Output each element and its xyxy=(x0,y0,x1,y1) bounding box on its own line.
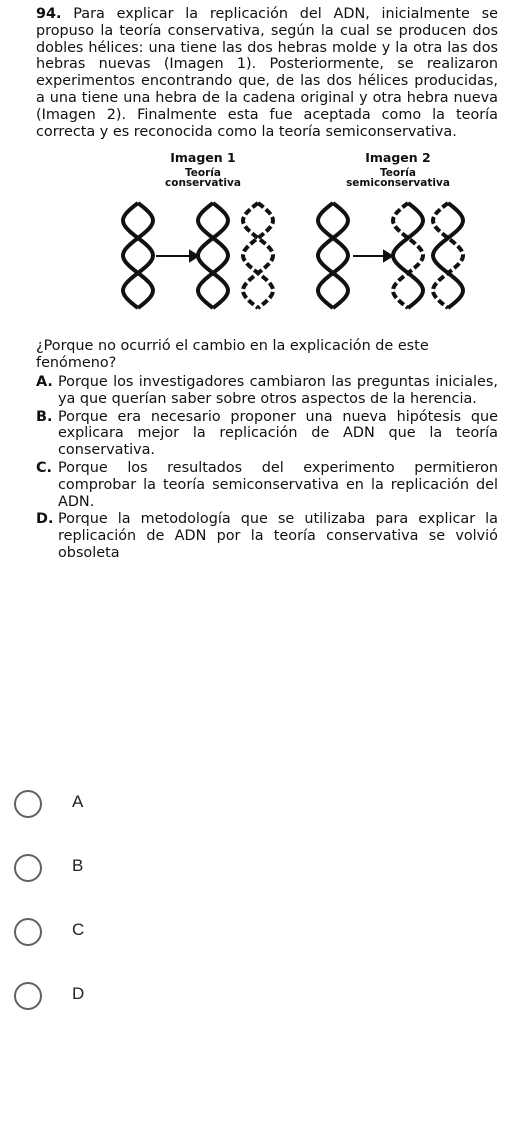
question-number: 94. xyxy=(36,6,62,22)
choice-label[interactable]: C xyxy=(72,920,85,939)
option-text: Porque los resultados del experimento permitieron comprobar la teoría semiconservativa en la replicación del ADN. xyxy=(58,459,498,510)
option-text: Porque era necesario proponer una nueva hipótesis que explicara mejor la replicación de ADN que la teoría conservativa. xyxy=(58,408,498,459)
radio-button-d[interactable] xyxy=(14,982,42,1010)
image1-title: Imagen 1 xyxy=(170,150,236,166)
option-c xyxy=(36,460,498,510)
answer-choices xyxy=(0,790,515,1046)
option-text: Porque la metodología que se utilizaba para explicar la replicación de ADN por la teoría conservativa se volvió obsoleta xyxy=(58,511,498,561)
option-key: B. xyxy=(36,408,53,425)
radio-button-c[interactable] xyxy=(14,918,42,946)
image1-subtitle-line2: conservativa xyxy=(165,177,241,190)
option-b xyxy=(36,409,498,459)
option-text: Porque los investigadores cambiaron las preguntas iniciales, ya que querían saber sobre otros aspectos de la herencia. xyxy=(58,373,498,407)
arrow-conservative xyxy=(156,251,198,261)
helix-diagram xyxy=(108,148,468,328)
choice-label[interactable]: D xyxy=(72,984,85,1003)
option-key: D. xyxy=(36,511,54,528)
choice-c[interactable] xyxy=(0,918,515,982)
option-a xyxy=(36,374,498,408)
radio-button-a[interactable] xyxy=(14,790,42,818)
dna-replication-figure xyxy=(108,148,468,328)
arrow-semiconservative xyxy=(353,251,392,261)
image1-subtitle-line1: Teoría xyxy=(185,167,221,180)
answer-options xyxy=(36,374,498,562)
choice-label[interactable]: B xyxy=(72,856,84,875)
choice-a[interactable] xyxy=(0,790,515,854)
option-key: A. xyxy=(36,373,53,390)
question-prompt: ¿Porque no ocurrió el cambio en la explicación de este fenómeno? xyxy=(36,338,429,372)
question-image xyxy=(28,0,498,563)
image2-subtitle-line2: semiconservativa xyxy=(346,177,450,190)
image2-title: Imagen 2 xyxy=(365,150,431,166)
option-key: C. xyxy=(36,459,53,476)
question-intro xyxy=(36,6,498,140)
choice-b[interactable] xyxy=(0,854,515,918)
question-intro-text: Para explicar la replicación del ADN, inicialmente se propuso la teoría conservativa, según la cual se producen dos dobles hélices: una tiene las dos hebras molde y la otra las dos hebras nuevas (Imagen 1). Posteriormente, se realizaron experimentos encontrando que, de las dos hélices producidas, a una tiene una hebra de la cadena original y otra hebra nueva (Imagen 2). Finalmente esta fue aceptada como la teoría correcta y es reconocida como la teoría semiconservativa. xyxy=(36,6,498,140)
radio-button-b[interactable] xyxy=(14,854,42,882)
image2-subtitle-line1: Teoría xyxy=(380,167,416,180)
choice-d[interactable] xyxy=(0,982,515,1046)
choice-label[interactable]: A xyxy=(72,792,84,811)
option-d xyxy=(36,511,498,561)
